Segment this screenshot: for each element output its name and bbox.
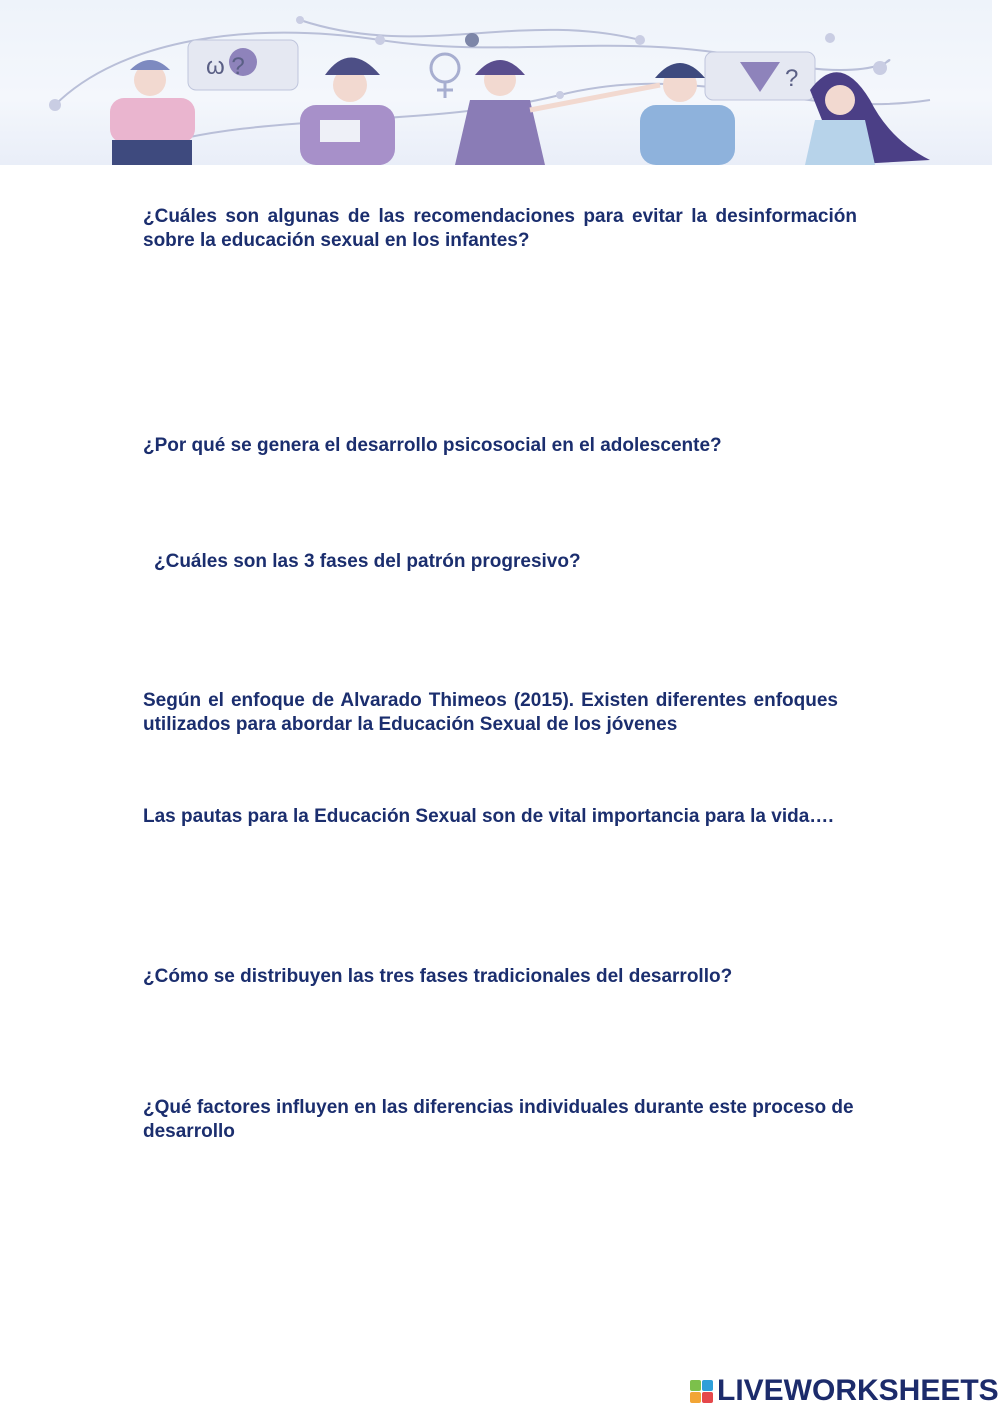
svg-text:ω ?: ω ? [206,53,245,80]
question-6: ¿Cómo se distribuyen las tres fases tradicionales del desarrollo? [143,966,733,987]
logo-text: LIVEWORKSHEETS [717,1374,999,1407]
people-discussion-illustration [0,0,992,165]
header-banner [0,0,992,165]
question-1: ¿Cuáles son algunas de las recomendaciones para evitar la desinformación sobre la educación sexual en los infantes? [143,206,857,251]
liveworksheets-logo[interactable] [690,1374,999,1408]
question-2: ¿Por qué se genera el desarrollo psicosocial en el adolescente? [143,435,722,456]
svg-text:?: ? [785,65,799,92]
speech-bubble-left [188,40,298,90]
question-7: ¿Qué factores influyen en las diferencias individuales durante este proceso de desarrollo [143,1097,854,1142]
liveworksheets-logo-icon [690,1380,713,1403]
speech-bubble-right [705,52,815,100]
question-3: ¿Cuáles son las 3 fases del patrón progresivo? [154,551,581,572]
question-5: Las pautas para la Educación Sexual son de vital importancia para la vida…. [143,806,834,827]
question-4: Según el enfoque de Alvarado Thimeos (2015). Existen diferentes enfoques utilizados para abordar la Educación Sexual de los jóvenes [143,690,838,735]
